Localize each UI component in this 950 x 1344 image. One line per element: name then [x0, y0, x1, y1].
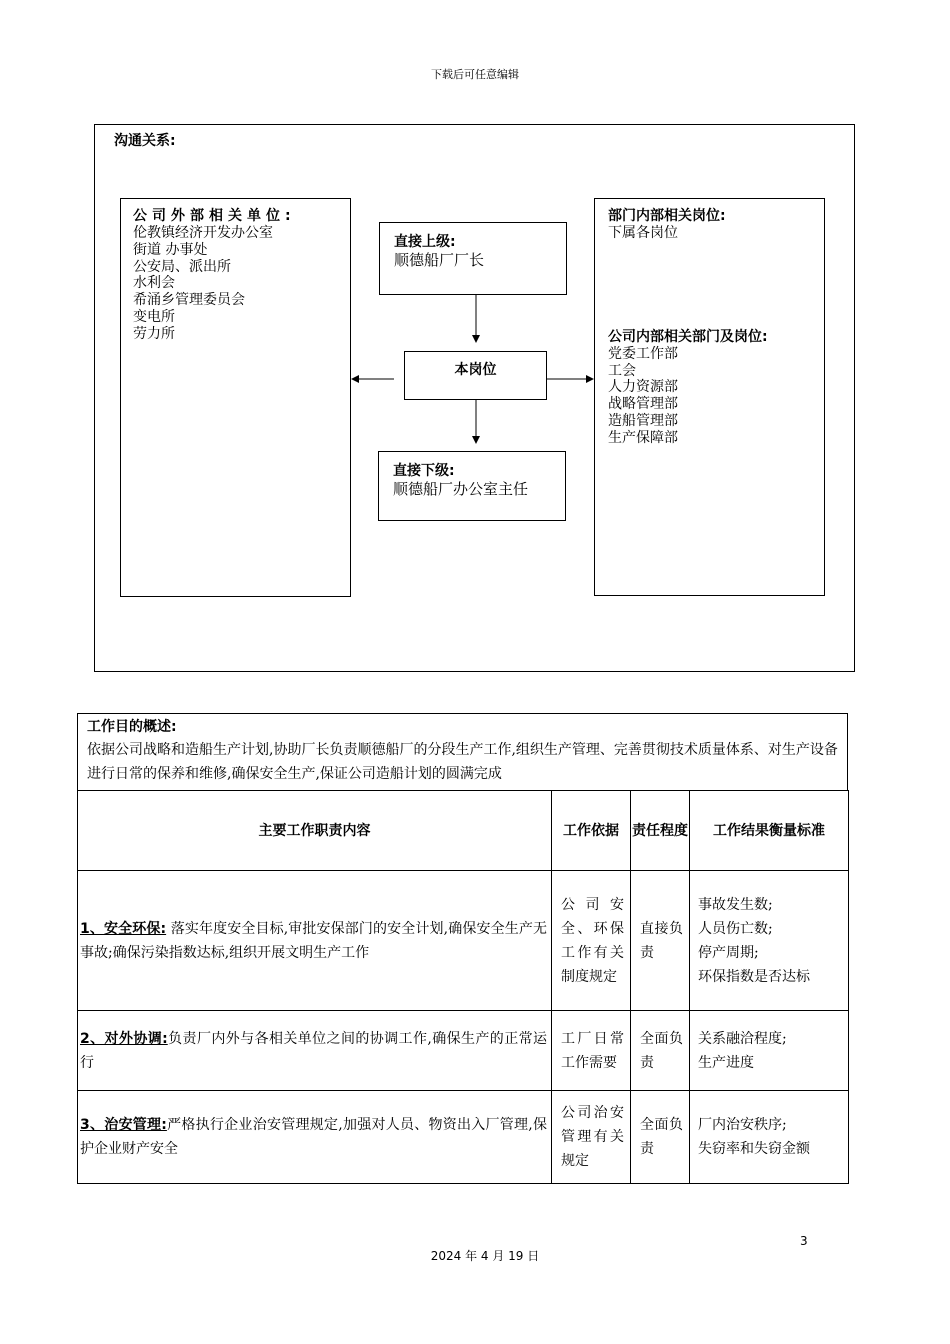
duty-text: 负责厂内外与各相关单位之间的协调工作,确保生产的正常运行 [80, 1030, 548, 1071]
external-unit: 希涌乡管理委员会 [133, 292, 245, 309]
table-row [78, 1011, 849, 1091]
duty-label: 1、安全环保: [80, 920, 167, 937]
criteria-item: 关系融洽程度; [698, 1030, 787, 1047]
internal-company-item: 生产保障部 [608, 429, 678, 446]
criteria-item: 生产进度 [698, 1054, 754, 1071]
internal-company-item: 人力资源部 [608, 379, 678, 396]
external-unit: 变电所 [133, 308, 175, 325]
criteria-item: 停产周期; [698, 944, 759, 961]
page-number: 3 [800, 1234, 808, 1248]
work-purpose-title: 工作目的概述: [87, 719, 177, 735]
direct-subordinate-title: 直接下级: [393, 463, 455, 479]
criteria-item: 厂内治安秩序; [698, 1117, 787, 1133]
this-position-title: 本岗位 [454, 362, 497, 378]
internal-company-item: 造船管理部 [608, 412, 678, 429]
criteria-item: 环保指数是否达标 [698, 968, 810, 985]
external-unit: 街道 办事处 [133, 241, 208, 258]
duty-description [78, 1011, 552, 1091]
duties-table [77, 790, 849, 1184]
spacer [608, 242, 824, 326]
criteria-item: 人员伤亡数; [698, 920, 773, 937]
table-header-row [78, 791, 849, 871]
table-row [78, 1091, 849, 1184]
duty-responsibility: 全面负责 [631, 1011, 690, 1091]
internal-dept-title: 部门内部相关岗位: [608, 208, 726, 224]
duty-criteria [690, 871, 849, 1011]
criteria-item: 失窃率和失窃金额 [698, 1141, 810, 1157]
duty-basis: 工厂日常工作需要 [552, 1011, 631, 1091]
direct-supervisor-title: 直接上级: [394, 234, 456, 250]
external-unit: 劳力所 [133, 325, 175, 342]
duty-basis: 公司治安管理有关规定 [552, 1091, 631, 1184]
header-content: 主要工作职责内容 [78, 791, 552, 871]
direct-subordinate-value: 顺德船厂办公室主任 [393, 480, 529, 498]
duty-criteria [690, 1091, 849, 1184]
communication-title: 沟通关系: [114, 133, 176, 149]
direct-supervisor-box [379, 222, 567, 295]
duty-responsibility: 全面负责 [631, 1091, 690, 1184]
direct-subordinate-box [378, 451, 566, 521]
duty-description [78, 1091, 552, 1184]
external-units-box [120, 198, 351, 597]
header-basis: 工作依据 [552, 791, 631, 871]
duty-label: 2、对外协调: [80, 1030, 168, 1047]
header-responsibility: 责任程度 [631, 791, 690, 871]
direct-supervisor-value: 顺德船厂厂长 [394, 251, 485, 269]
internal-company-item: 战略管理部 [608, 396, 678, 413]
external-units-title: 公司外部相关单位: [133, 208, 296, 224]
work-purpose-text: 依据公司战略和造船生产计划,协助厂长负责顺德船厂的分段生产工作,组织生产管理、完善贯彻技术质量体系、对生产设备进行日常的保养和维修,确保安全生产,保证公司造船计划的圆满完成 [87, 742, 838, 782]
duty-text: 严格执行企业治安管理规定,加强对人员、物资出入厂管理,保护企业财产安全 [80, 1117, 547, 1157]
duty-description [78, 871, 552, 1011]
external-unit: 伦教镇经济开发办公室 [133, 225, 273, 241]
footer-date: 2024 年 4 月 19 日 [430, 1249, 540, 1263]
internal-positions-box [594, 198, 825, 596]
internal-dept-item: 下属各岗位 [608, 225, 678, 241]
duty-basis: 公司安全、环保工作有关制度规定 [552, 871, 631, 1011]
external-unit: 公安局、派出所 [133, 258, 231, 275]
external-unit: 水利会 [133, 275, 175, 292]
duty-text: 落实年度安全目标,审批安保部门的安全计划,确保安全生产无事故;确保污染指数达标,组织开展文明生产工作 [80, 920, 547, 961]
duty-responsibility: 直接负责 [631, 871, 690, 1011]
criteria-item: 事故发生数; [698, 896, 773, 913]
this-position-box [404, 351, 547, 400]
work-purpose-box [77, 713, 848, 791]
page-header: 下载后可任意编辑 [431, 68, 519, 81]
table-row [78, 871, 849, 1011]
internal-company-title: 公司内部相关部门及岗位: [608, 328, 768, 345]
header-criteria: 工作结果衡量标准 [690, 791, 849, 871]
duty-criteria [690, 1011, 849, 1091]
duty-label: 3、治安管理: [80, 1117, 167, 1133]
internal-company-item: 工会 [608, 362, 636, 379]
internal-company-item: 党委工作部 [608, 345, 678, 362]
